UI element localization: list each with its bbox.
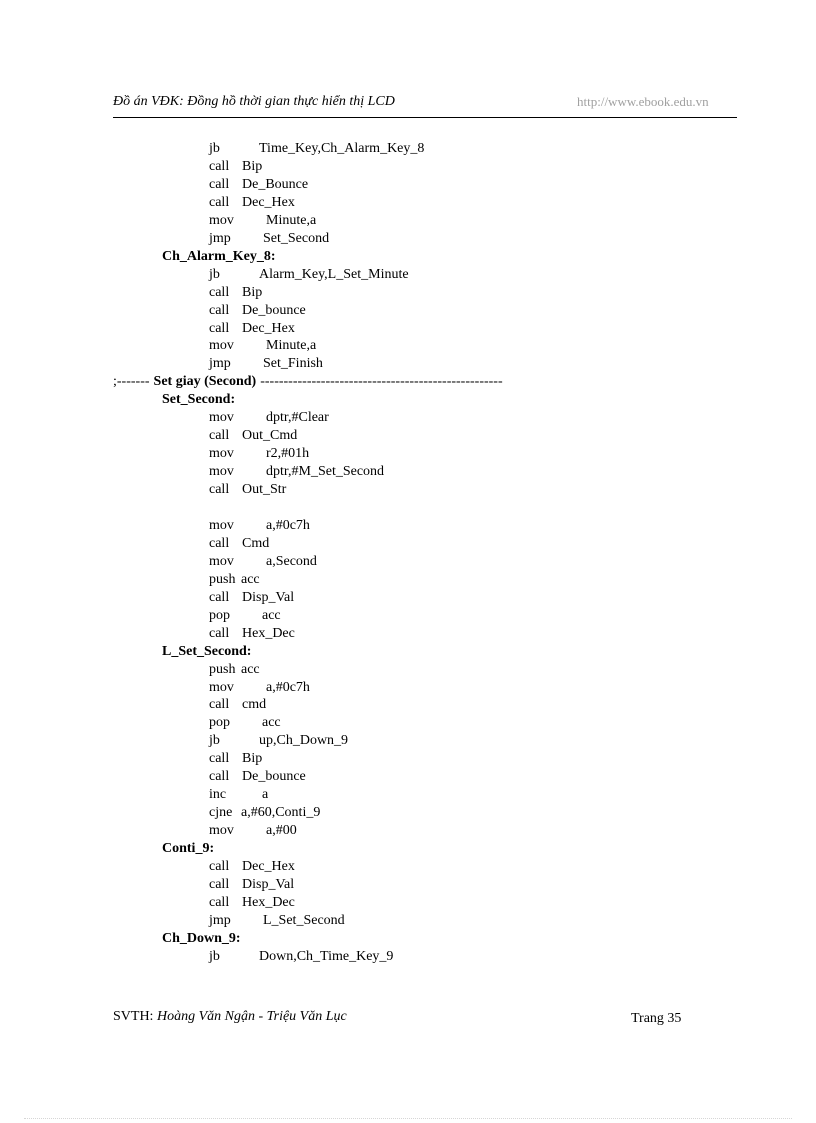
page-number: Trang 35 xyxy=(631,1011,682,1026)
instruction-opcode: call xyxy=(209,859,230,874)
code-instruction xyxy=(209,732,348,750)
instruction-opcode: jmp xyxy=(209,356,231,372)
instruction-opcode: inc xyxy=(209,787,227,803)
instruction-opcode: jb xyxy=(209,733,220,749)
instruction-operands: Cmd xyxy=(242,535,270,551)
code-instruction xyxy=(209,553,317,571)
code-instruction xyxy=(209,804,320,822)
code-instruction xyxy=(209,194,295,212)
instruction-opcode: call xyxy=(209,158,230,174)
instruction-opcode: call xyxy=(209,535,230,551)
code-instruction xyxy=(209,714,281,732)
instruction-operands: Out_Str xyxy=(242,482,287,498)
instruction-operands: Dec_Hex xyxy=(242,320,295,336)
code-instruction xyxy=(209,320,295,338)
instruction-opcode: mov xyxy=(209,464,234,480)
instruction-operands: Set_Finish xyxy=(263,356,323,372)
code-instruction xyxy=(209,463,384,481)
instruction-opcode: mov xyxy=(209,338,234,354)
instruction-operands: a,#00 xyxy=(266,823,297,839)
instruction-operands: Out_Cmd xyxy=(242,428,298,444)
instruction-operands: L_Set_Second xyxy=(263,912,345,928)
instruction-opcode: call xyxy=(209,320,230,336)
code-instruction xyxy=(209,589,294,607)
instruction-operands: up,Ch_Down_9 xyxy=(259,733,349,749)
code-instruction xyxy=(209,661,260,679)
comment-suffix: ---------------------------------------------------- xyxy=(260,374,503,390)
document-title: Đồ án VĐK: Đồng hồ thời gian thực hiển thị LCD xyxy=(113,94,395,109)
code-instruction xyxy=(209,894,295,912)
instruction-operands: Hex_Dec xyxy=(242,625,295,641)
instruction-opcode: call xyxy=(209,894,230,910)
instruction-operands: Time_Key,Ch_Alarm_Key_8 xyxy=(259,141,425,156)
instruction-opcode: call xyxy=(209,176,230,192)
code-instruction xyxy=(209,822,297,840)
instruction-opcode: call xyxy=(209,302,230,318)
instruction-opcode: pop xyxy=(209,607,230,623)
instruction-opcode: jb xyxy=(209,948,220,964)
instruction-opcode: jmp xyxy=(209,912,231,928)
code-instruction xyxy=(209,140,424,158)
instruction-opcode: call xyxy=(209,589,230,605)
instruction-operands: a,#0c7h xyxy=(266,679,310,695)
instruction-opcode: mov xyxy=(209,212,234,228)
instruction-opcode: jmp xyxy=(209,230,231,246)
instruction-opcode: mov xyxy=(209,446,234,462)
code-instruction xyxy=(209,625,295,643)
code-label: Ch_Alarm_Key_8: xyxy=(162,248,276,264)
instruction-operands: a,#60,Conti_9 xyxy=(241,805,321,821)
code-instruction xyxy=(209,284,262,302)
code-instruction xyxy=(209,445,309,463)
code-instruction xyxy=(209,571,260,589)
code-instruction xyxy=(209,158,262,176)
instruction-opcode: push xyxy=(209,571,236,587)
code-instruction xyxy=(209,266,409,284)
code-instruction xyxy=(209,337,316,355)
instruction-operands: Bip xyxy=(242,158,263,174)
instruction-operands: Dec_Hex xyxy=(242,194,295,210)
code-instruction xyxy=(209,679,310,697)
instruction-operands: Disp_Val xyxy=(242,876,295,892)
instruction-operands: acc xyxy=(241,661,260,677)
code-instruction xyxy=(209,786,268,804)
code-instruction xyxy=(209,230,329,248)
comment-title: Set giay (Second) xyxy=(153,374,257,390)
instruction-operands: acc xyxy=(241,571,260,587)
instruction-opcode: mov xyxy=(209,823,234,839)
instruction-operands: De_Bounce xyxy=(242,176,309,192)
instruction-opcode: call xyxy=(209,482,230,498)
instruction-operands: r2,#01h xyxy=(266,446,310,462)
instruction-opcode: mov xyxy=(209,553,234,569)
instruction-operands: Bip xyxy=(242,751,263,767)
author-names: Hoàng Văn Ngận - Triệu Văn Lục xyxy=(156,1009,347,1024)
instruction-operands: acc xyxy=(262,715,281,731)
instruction-opcode: pop xyxy=(209,715,230,731)
code-instruction xyxy=(209,302,306,320)
instruction-operands: Alarm_Key,L_Set_Minute xyxy=(259,266,409,282)
code-instruction xyxy=(209,858,295,876)
code-label: L_Set_Second: xyxy=(162,643,252,659)
code-label: Set_Second: xyxy=(162,392,236,408)
instruction-operands: Minute,a xyxy=(266,212,317,228)
instruction-operands: Minute,a xyxy=(266,338,317,354)
instruction-operands: cmd xyxy=(242,697,267,713)
instruction-operands: De_bounce xyxy=(242,769,306,785)
instruction-operands: a,Second xyxy=(266,553,317,569)
header-divider xyxy=(113,117,737,118)
footer-prefix: SVTH: xyxy=(113,1009,154,1024)
code-instruction xyxy=(209,750,262,768)
source-url: http://www.ebook.edu.vn xyxy=(577,94,709,109)
instruction-operands: Disp_Val xyxy=(242,589,295,605)
instruction-opcode: call xyxy=(209,751,230,767)
code-instruction xyxy=(209,355,323,373)
page-bottom-border xyxy=(24,1118,792,1119)
instruction-opcode: mov xyxy=(209,517,234,533)
code-instruction xyxy=(209,607,281,625)
code-instruction xyxy=(209,876,294,894)
instruction-opcode: call xyxy=(209,194,230,210)
instruction-operands: dptr,#M_Set_Second xyxy=(266,464,385,480)
code-instruction xyxy=(209,768,306,786)
code-instruction xyxy=(209,427,297,445)
instruction-operands: Down,Ch_Time_Key_9 xyxy=(259,948,394,964)
instruction-operands: a,#0c7h xyxy=(266,517,310,533)
instruction-operands: dptr,#Clear xyxy=(266,410,329,426)
code-instruction xyxy=(209,409,329,427)
code-instruction xyxy=(209,176,308,194)
instruction-opcode: mov xyxy=(209,679,234,695)
section-comment xyxy=(113,373,503,391)
instruction-opcode: call xyxy=(209,697,230,713)
code-instruction xyxy=(209,517,310,535)
code-instruction xyxy=(209,481,286,499)
code-instruction xyxy=(209,948,393,966)
instruction-opcode: call xyxy=(209,284,230,300)
instruction-opcode: cjne xyxy=(209,805,233,821)
instruction-operands: a xyxy=(262,787,269,803)
instruction-opcode: call xyxy=(209,769,230,785)
footer-authors xyxy=(113,1009,347,1025)
code-instruction xyxy=(209,212,316,230)
instruction-opcode: call xyxy=(209,876,230,892)
instruction-operands: De_bounce xyxy=(242,302,306,318)
code-instruction xyxy=(209,696,266,714)
instruction-operands: Set_Second xyxy=(263,230,330,246)
instruction-opcode: push xyxy=(209,661,236,677)
instruction-opcode: jb xyxy=(209,266,220,282)
code-instruction xyxy=(209,912,345,930)
code-label: Conti_9: xyxy=(162,841,215,857)
instruction-opcode: call xyxy=(209,625,230,641)
instruction-operands: Bip xyxy=(242,284,263,300)
instruction-opcode: mov xyxy=(209,410,234,426)
instruction-operands: Hex_Dec xyxy=(242,894,295,910)
code-instruction xyxy=(209,535,269,553)
instruction-operands: acc xyxy=(262,607,281,623)
instruction-opcode: jb xyxy=(209,141,220,156)
instruction-operands: Dec_Hex xyxy=(242,859,295,874)
comment-prefix: ;------- xyxy=(113,374,150,390)
instruction-opcode: call xyxy=(209,428,230,444)
code-label: Ch_Down_9: xyxy=(162,930,241,946)
